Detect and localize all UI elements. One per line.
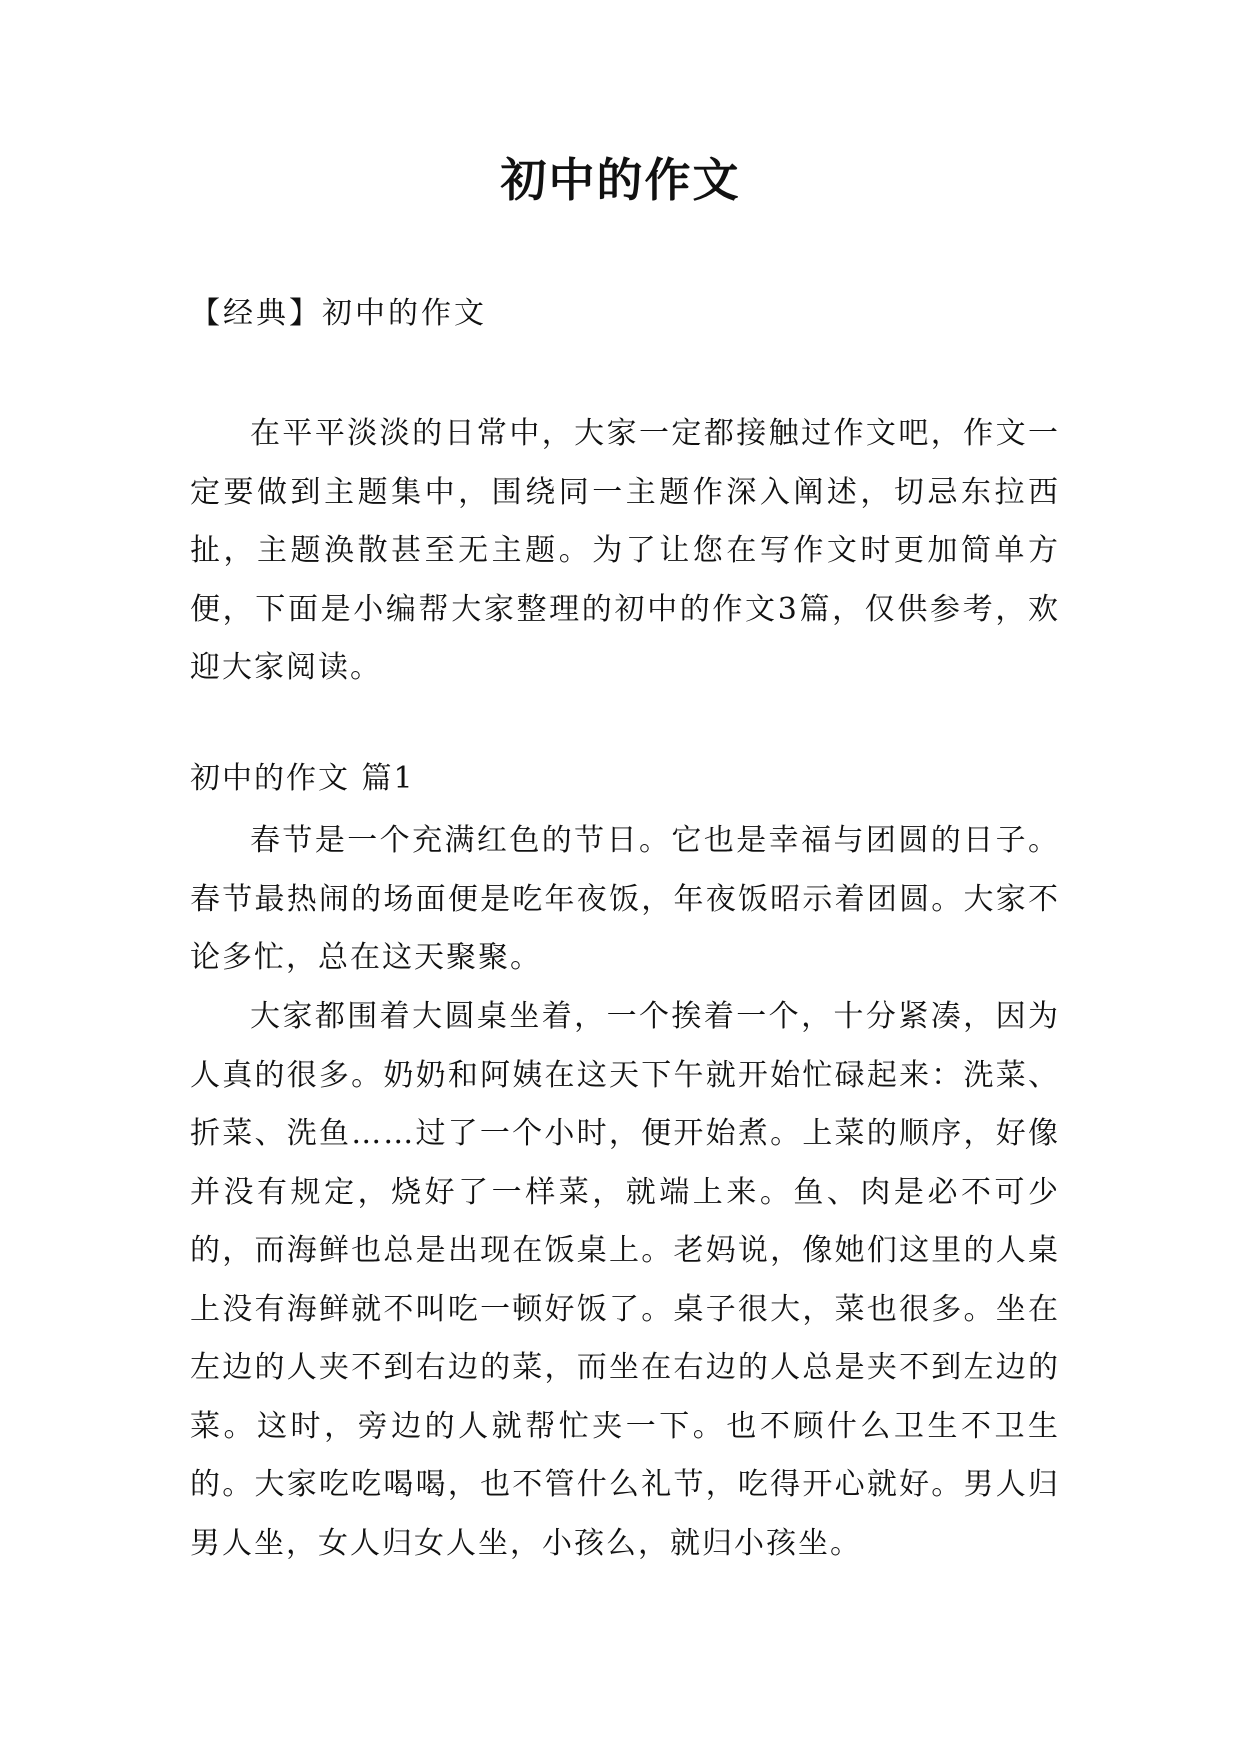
body-paragraph: 春节是一个充满红色的节日。它也是幸福与团圆的日子。春节最热闹的场面便是吃年夜饭，年夜饭昭示着团圆。大家不论多忙，总在这天聚聚。 bbox=[190, 823, 1060, 975]
document-title: 初中的作文 bbox=[500, 153, 741, 207]
body-paragraph: 大家都围着大圆桌坐着，一个挨着一个，十分紧凑，因为人真的很多。奶奶和阿姨在这天下午就开始忙碌起来：洗菜、折菜、洗鱼……过了一个小时，便开始煮。上菜的顺序，好像并没有规定，烧好了一样菜，就端上来。鱼、肉是必不可少的，而海鲜也总是出现在饭桌上。老妈说，像她们这里的人桌上没有海鲜就不叫吃一顿好饭了。桌子很大，菜也很多。坐在左边的人夹不到右边的菜，而坐在右边的人总是夹不到左边的菜。这时，旁边的人就帮忙夹一下。也不顾什么卫生不卫生的。大家吃吃喝喝，也不管什么礼节，吃得开心就好。男人归男人坐，女人归女人坐，小孩么，就归小孩坐。 bbox=[190, 999, 1060, 1561]
section-heading: 初中的作文 篇1 bbox=[190, 761, 415, 796]
intro-paragraph: 在平平淡淡的日常中，大家一定都接触过作文吧，作文一定要做到主题集中，围绕同一主题作深入阐述，切忌东拉西扯，主题涣散甚至无主题。为了让您在写作文时更加简单方便，下面是小编帮大家整理的初中的作文3篇，仅供参考，欢迎大家阅读。 bbox=[190, 416, 1060, 685]
document-subtitle: 【经典】初中的作文 bbox=[190, 296, 487, 331]
